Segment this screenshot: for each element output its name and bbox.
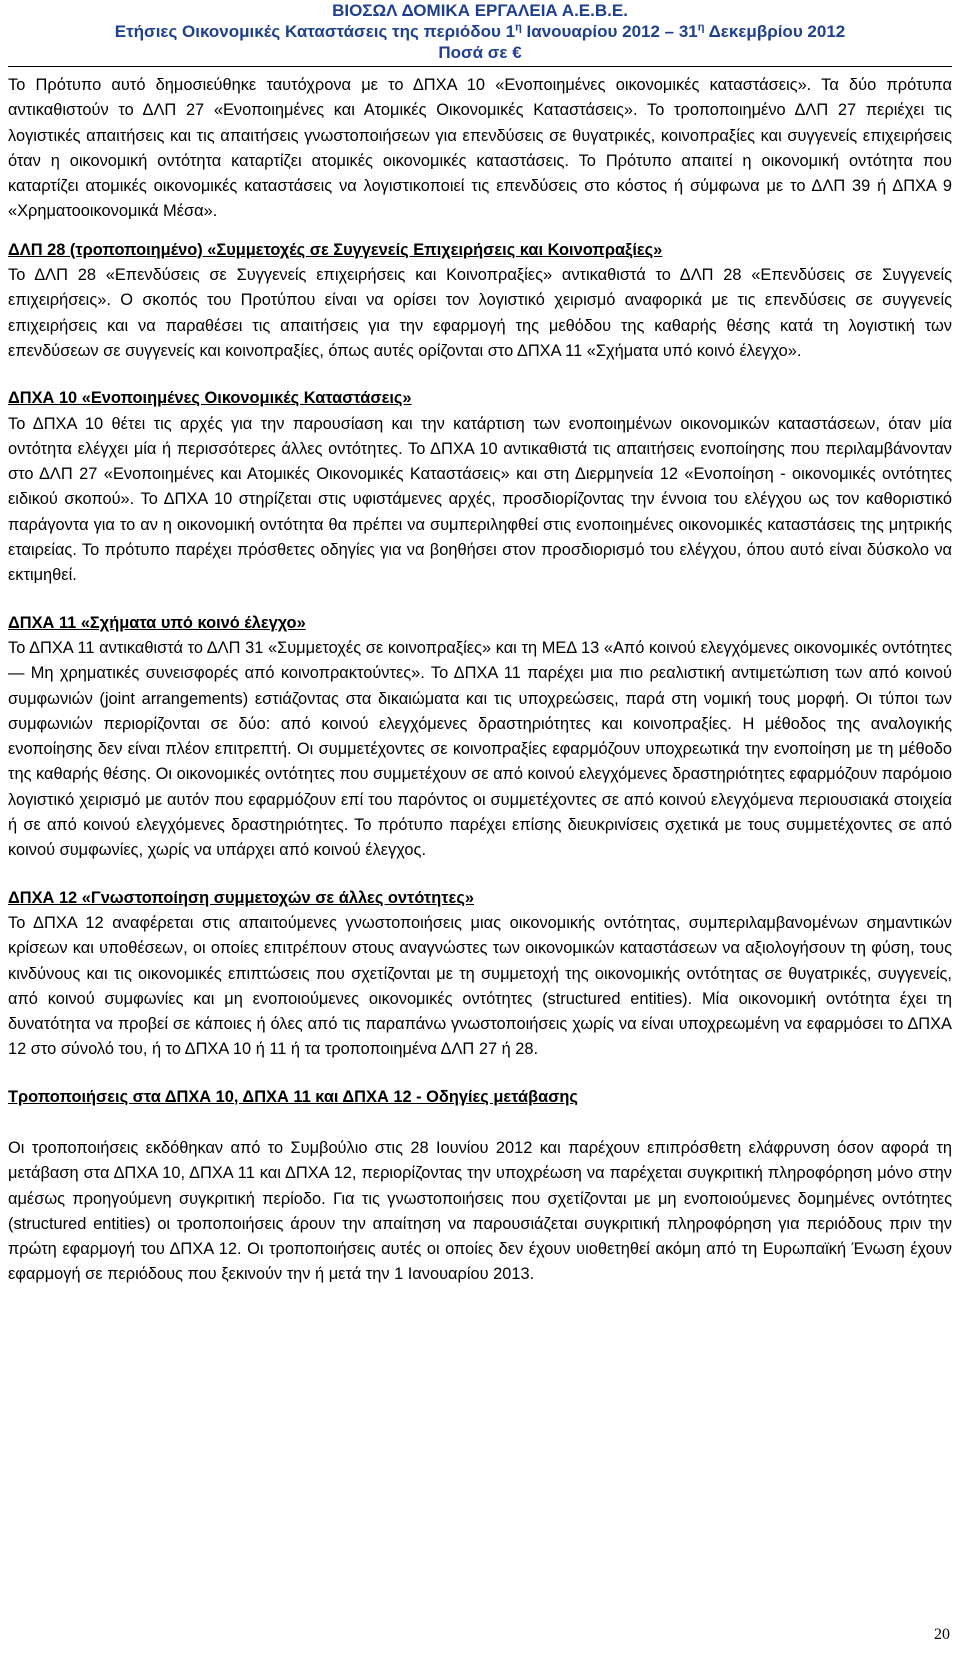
section-body: Το ΔΠΧΑ 11 αντικαθιστά το ΔΛΠ 31 «Συμμετοχές σε κοινοπραξίες» και τη ΜΕΔ 13 «Από κοινού ελεγχόμενες οικονομικές οντότητες — Μη χρηματικές συνεισφορές από κοινοπρακτούντες». Το ΔΠΧΑ 11 παρέχει μια πιο ρεαλιστική αντιμετώπιση των από κοινού συμφωνιών (joint arrangements) εστιάζοντας στα δικαιώματα και τις υποχρεώσεις, παρά στη νομική τους μορφή. Οι τύποι των συμφωνιών περιορίζονται σε δύο: από κοινού ελεγχόμενες δραστηριότητες και κοινοπραξίες. Η μέθοδος της αναλογικής ενοποίησης δεν είναι πλέον επιτρεπτή. Οι συμμετέχοντες σε κοινοπραξίες εφαρμόζουν υποχρεωτικά την ενοποίηση με τη μέθοδο της καθαρής θέσης. Οι οικονομικές οντότητες που συμμετέχουν σε από κοινού ελεγχόμενες δραστηριότητες εφαρμόζουν παρόμοιο λογιστικό χειρισμό με αυτόν που εφαρμόζουν επί του παρόντος οι συμμετέχοντες σε από κοινού ελεγχόμενα περιουσιακά στοιχεία ή σε από κοινού ελεγχόμενες δραστηριότητες. Το πρότυπο παρέχει επίσης διευκρινίσεις σχετικά με τους συμμετέχοντες σε από κοινού συμφωνίες, χωρίς να υπάρχει από κοινού έλεγχος. xyxy=(8,638,952,860)
section-heading: ΔΠΧΑ 12 «Γνωστοποίηση συμμετοχών σε άλλες οντότητες» xyxy=(8,888,474,907)
company-name: ΒΙΟΣΩΛ ΔΟΜΙΚΑ ΕΡΓΑΛΕΙΑ Α.Ε.Β.Ε. xyxy=(332,1,628,20)
currency-note: Ποσά σε € xyxy=(438,43,522,62)
header-divider xyxy=(8,66,952,67)
page-number: 20 xyxy=(934,1626,950,1643)
section-ifrs10 xyxy=(8,386,952,588)
section-heading: ΔΛΠ 28 (τροποποιημένο) «Συμμετοχές σε Συγγενείς Επιχειρήσεις και Κοινοπραξίες» xyxy=(8,240,663,259)
intro-paragraph: Το Πρότυπο αυτό δημοσιεύθηκε ταυτόχρονα με το ΔΠΧΑ 10 «Ενοποιημένες οικονομικές καταστάσεις». Τα δύο πρότυπα αντικαθιστούν το ΔΛΠ 27 «Ενοποιημένες και Ατομικές Οικονομικές Καταστάσεις». Το τροποποιημένο ΔΛΠ 27 περιέχει τις λογιστικές απαιτήσεις και τις απαιτήσεις γνωστοποιήσεων για επενδύσεις σε θυγατρικές, κοινοπραξίες και συγγενείς επιχειρήσεις όταν η οικονομική οντότητα καταρτίζει ατομικές οικονομικές καταστάσεις. Το Πρότυπο απαιτεί η οικονομική οντότητα που καταρτίζει ατομικές οικονομικές καταστάσεις να λογιστικοποιεί τις επενδύσεις στο κόστος ή σύμφωνα με το ΔΛΠ 39 ή ΔΠΧΑ 9 «Χρηματοοικονομικά Μέσα». xyxy=(8,76,952,221)
section-ias28 xyxy=(8,238,952,364)
section-heading: Τροποποιήσεις στα ΔΠΧΑ 10, ΔΠΧΑ 11 και ΔΠΧΑ 12 - Οδηγίες μετάβασης xyxy=(8,1087,578,1106)
section-body: Το ΔΠΧΑ 10 θέτει τις αρχές για την παρουσίαση και την κατάρτιση των ενοποιημένων οικονομικών καταστάσεων, όταν μία οντότητα ελέγχει μία ή περισσότερες άλλες οντότητες. Το ΔΠΧΑ 10 αντικαθιστά τις απαιτήσεις ενοποίησης που περιλαμβάνονταν στο ΔΛΠ 27 «Ενοποιημένες και Ατομικές Οικονομικές Καταστάσεις» και στη Διερμηνεία 12 «Ενοποίηση - οικονομικές οντότητες ειδικού σκοπού». Το ΔΠΧΑ 10 στηρίζεται στις υφιστάμενες αρχές, προσδιορίζοντας την έννοια του ελέγχου ως τον καθοριστικό παράγοντα για το αν η οικονομική οντότητα θα πρέπει να συμπεριληφθεί στις ενοποιημένες οικονομικές καταστάσεις της μητρικής εταιρείας. Το πρότυπο παρέχει πρόσθετες οδηγίες για να βοηθήσει στον προσδιορισμό του ελέγχου, όπου αυτό είναι δύσκολο να εκτιμηθεί. xyxy=(8,414,952,585)
section-ifrs12 xyxy=(8,886,952,1063)
section-heading: ΔΠΧΑ 11 «Σχήματα υπό κοινό έλεγχο» xyxy=(8,613,306,632)
section-transition-guidance xyxy=(8,1085,952,1288)
section-ifrs11 xyxy=(8,611,952,864)
reporting-period: Ετήσιες Οικονομικές Καταστάσεις της περιόδου $1^\eta$ Ιανουαρίου $2012 - 31^\eta$ Δεκεμβρίου 2012 xyxy=(114,21,846,41)
section-body: Το ΔΠΧΑ 12 αναφέρεται στις απαιτούμενες γνωστοποιήσεις μιας οικονομικής οντότητας, συμπεριλαμβανομένων σημαντικών κρίσεων και υποθέσεων, οι οποίες επιτρέπουν στους αναγνώστες των οικονομικών καταστάσεων να αξιολογήσουν τη φύση, τους κινδύνους και τις οικονομικές επιπτώσεις που σχετίζονται με τη συμμετοχή της οικονομικής οντότητας σε θυγατρικές, συγγενείς, από κοινού συμφωνίες και μη ενοποιούμενες οικονομικές οντότητες (structured entities). Μία οικονομική οντότητα έχει τη δυνατότητα να προβεί σε κάποιες ή όλες από τις παραπάνω γνωστοποιήσεις χωρίς να είναι υποχρεωμένη να εφαρμόσει το ΔΠΧΑ 12 στο σύνολό του, ή το ΔΠΧΑ 10 ή 11 ή τα τροποποιημένα ΔΛΠ 27 ή 28. xyxy=(8,913,952,1059)
document-body xyxy=(8,73,952,1288)
page-header xyxy=(0,0,960,63)
section-heading: ΔΠΧΑ 10 «Ενοποιημένες Οικονομικές Καταστάσεις» xyxy=(8,389,412,408)
section-body: Οι τροποποιήσεις εκδόθηκαν από το Συμβούλιο στις 28 Ιουνίου 2012 και παρέχουν επιπρόσθετη ελάφρυνση όσον αφορά τη μετάβαση στα ΔΠΧΑ 10, ΔΠΧΑ 11 και ΔΠΧΑ 12, περιορίζοντας την υποχρέωση να παρέχεται συγκριτική πληροφόρηση μόνο στην αμέσως προηγούμενη συγκριτική περίοδο. Για τις γνωστοποιήσεις που σχετίζονται με μη ενοποιούμενες δομημένες οντότητες (structured entities) οι τροποποιήσεις άρουν την απαίτηση να παρουσιάζεται συγκριτική πληροφόρηση για περιόδους πριν την πρώτη εφαρμογή του ΔΠΧΑ 12. Οι τροποποιήσεις αυτές οι οποίες δεν έχουν υιοθετηθεί ακόμη από τη Ευρωπαϊκή Ένωση έχουν εφαρμογή σε περιόδους που ξεκινούν την ή μετά την 1 Ιανουαρίου 2013. xyxy=(8,1138,952,1284)
section-body: Το ΔΛΠ 28 «Επενδύσεις σε Συγγενείς επιχειρήσεις και Κοινοπραξίες» αντικαθιστά το ΔΛΠ 28 «Επενδύσεις σε Συγγενείς επιχειρήσεις». Ο σκοπός του Προτύπου είναι να ορίσει τον λογιστικό χειρισμό αναφορικά με τις επενδύσεις σε συγγενείς επιχειρήσεις και να παραθέσει τις απαιτήσεις για την εφαρμογή της μεθόδου της καθαρής θέσης κατά τη λογιστική των επενδύσεων σε συγγενείς και κοινοπραξίες, όπως αυτές ορίζονται στο ΔΠΧΑ 11 «Σχήματα υπό κοινό έλεγχο». xyxy=(8,266,952,360)
